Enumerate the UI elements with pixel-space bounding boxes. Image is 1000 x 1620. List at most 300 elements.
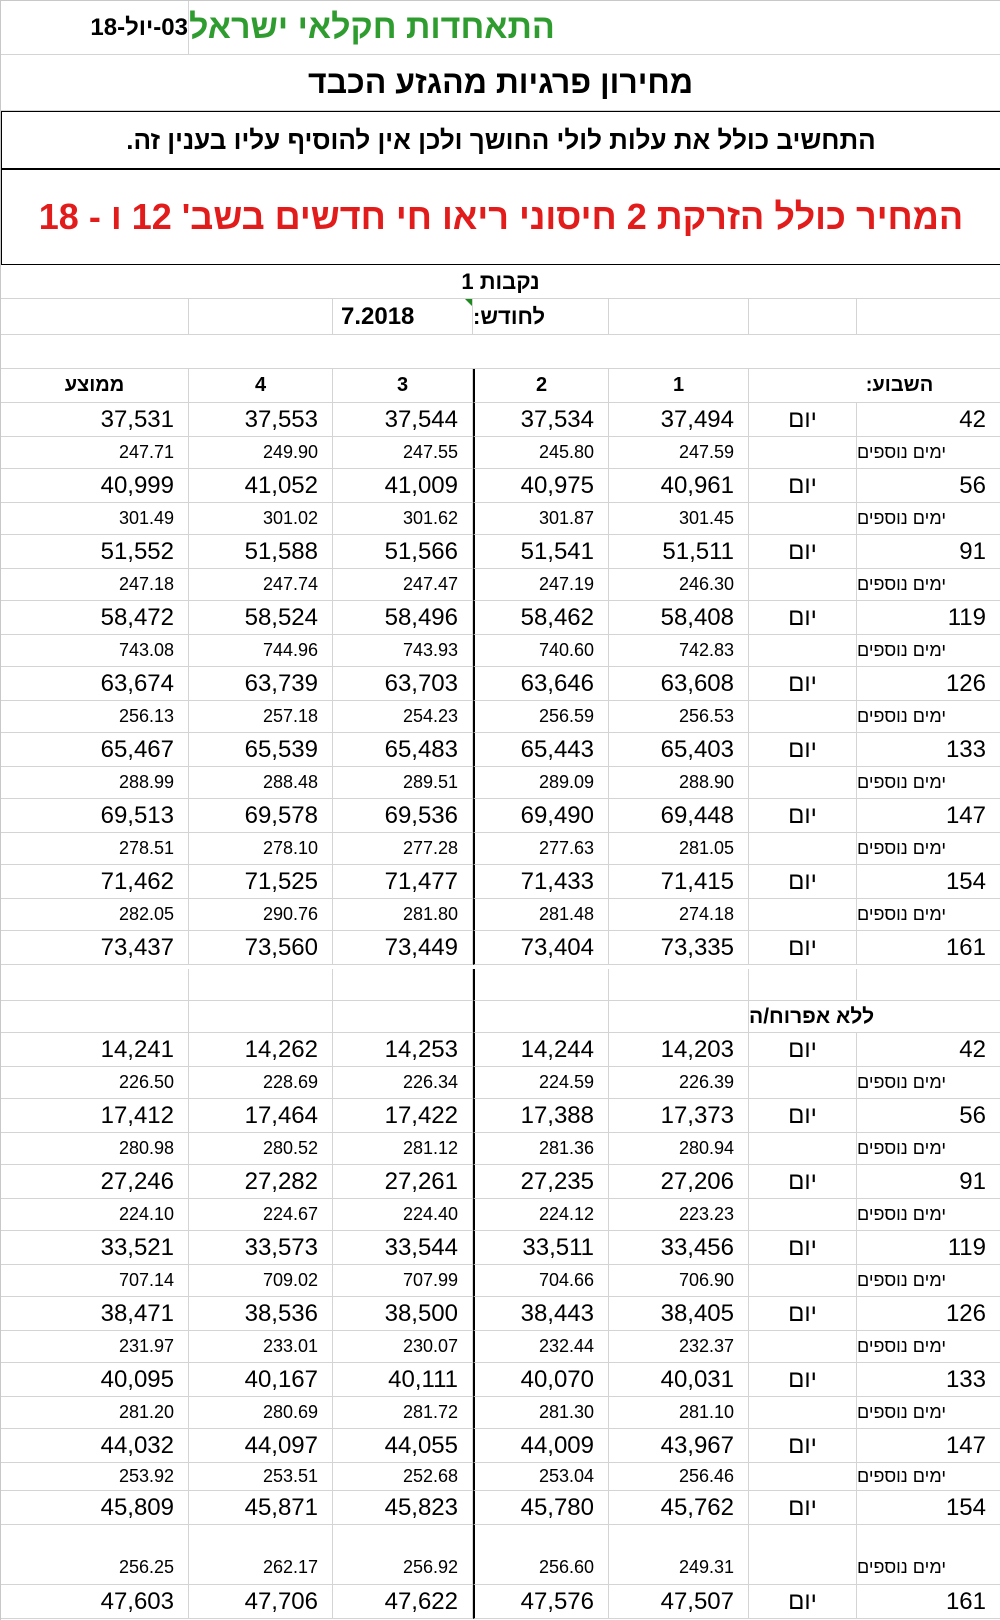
age-cell[interactable]: 154	[857, 865, 1000, 899]
age-cell[interactable]: 119	[857, 1231, 1000, 1265]
extra-cell-week-2[interactable]: 281.30	[473, 1397, 609, 1429]
extra-cell-avg[interactable]: 253.92	[1, 1463, 189, 1491]
extra-cell-week-2[interactable]: 253.04	[473, 1463, 609, 1491]
extra-days-label: ימים נוספים	[857, 1397, 1000, 1429]
value-cell-week-1[interactable]: 37,494	[609, 403, 749, 437]
blank-row	[1, 335, 1000, 369]
pricelist-title: מחירון פרגיות מהגזע הכבד	[1, 55, 1000, 111]
day-label: יום	[749, 1033, 857, 1067]
month-value[interactable]: 7.2018	[333, 299, 473, 335]
age-cell[interactable]: 42	[857, 1033, 1000, 1067]
extra-cell-week-2[interactable]: 281.48	[473, 899, 609, 931]
value-cell-week-1[interactable]: 45,762	[609, 1491, 749, 1525]
extra-days-label: ימים נוספים	[857, 1067, 1000, 1099]
value-cell-week-3[interactable]: 41,009	[333, 469, 473, 503]
extra-cell-week-1[interactable]: 246.30	[609, 569, 749, 601]
value-cell-week-4[interactable]: 41,052	[189, 469, 333, 503]
col-avg: ממוצע	[1, 369, 189, 403]
extra-cell-week-4[interactable]: 247.74	[189, 569, 333, 601]
value-cell-week-3[interactable]: 44,055	[333, 1429, 473, 1463]
extra-cell-week-1[interactable]: 226.39	[609, 1067, 749, 1099]
table-row-extra	[1, 1463, 1000, 1491]
extra-cell-week-1[interactable]: 223.23	[609, 1199, 749, 1231]
extra-cell-avg[interactable]: 707.14	[1, 1265, 189, 1297]
table-row	[1, 733, 1000, 767]
extra-cell-week-3[interactable]: 230.07	[333, 1331, 473, 1363]
note-row	[1, 111, 1000, 169]
table-row	[1, 1099, 1000, 1133]
value-cell-week-1[interactable]: 47,507	[609, 1585, 749, 1619]
value-cell-week-1[interactable]: 38,405	[609, 1297, 749, 1331]
red-note-row	[1, 169, 1000, 265]
table-row	[1, 1231, 1000, 1265]
value-cell-week-4[interactable]: 71,525	[189, 865, 333, 899]
table-row	[1, 1429, 1000, 1463]
value-cell-avg[interactable]: 27,246	[1, 1165, 189, 1199]
age-cell[interactable]: 154	[857, 1491, 1000, 1525]
table-row	[1, 1033, 1000, 1067]
extra-cell-week-2[interactable]: 256.59	[473, 701, 609, 733]
extra-cell-avg[interactable]: 256.13	[1, 701, 189, 733]
extra-cell-week-2[interactable]: 281.36	[473, 1133, 609, 1165]
extra-cell-avg[interactable]: 281.20	[1, 1397, 189, 1429]
value-cell-avg[interactable]: 14,241	[1, 1033, 189, 1067]
section2-title: ללא אפרוח/ה	[749, 1001, 1000, 1033]
value-cell-week-3[interactable]: 45,823	[333, 1491, 473, 1525]
value-cell-week-1[interactable]: 43,967	[609, 1429, 749, 1463]
value-cell-week-2[interactable]: 69,490	[473, 799, 609, 833]
col-week-4: 4	[189, 369, 333, 403]
value-cell-week-4[interactable]: 44,097	[189, 1429, 333, 1463]
table-row-extra	[1, 437, 1000, 469]
value-cell-week-4[interactable]: 65,539	[189, 733, 333, 767]
value-cell-week-4[interactable]: 69,578	[189, 799, 333, 833]
value-cell-week-2[interactable]: 40,070	[473, 1363, 609, 1397]
value-cell-week-1[interactable]: 73,335	[609, 931, 749, 965]
value-cell-avg[interactable]: 40,095	[1, 1363, 189, 1397]
value-cell-week-1[interactable]: 71,415	[609, 865, 749, 899]
extra-cell-avg[interactable]: 282.05	[1, 899, 189, 931]
extra-cell-week-2[interactable]: 301.87	[473, 503, 609, 535]
value-cell-avg[interactable]: 58,472	[1, 601, 189, 635]
day-label: יום	[749, 403, 857, 437]
extra-cell-week-4[interactable]: 280.69	[189, 1397, 333, 1429]
value-cell-week-2[interactable]: 27,235	[473, 1165, 609, 1199]
extra-cell-avg[interactable]: 226.50	[1, 1067, 189, 1099]
extra-cell-avg[interactable]: 256.25	[1, 1525, 189, 1585]
extra-cell-week-2[interactable]: 232.44	[473, 1331, 609, 1363]
value-cell-week-3[interactable]: 63,703	[333, 667, 473, 701]
extra-cell-week-1[interactable]: 274.18	[609, 899, 749, 931]
extra-cell-week-3[interactable]: 289.51	[333, 767, 473, 799]
day-label: יום	[749, 799, 857, 833]
extra-days-label: ימים נוספים	[857, 1525, 1000, 1585]
value-cell-week-2[interactable]: 14,244	[473, 1033, 609, 1067]
column-header-row	[1, 369, 1000, 403]
value-cell-week-1[interactable]: 33,456	[609, 1231, 749, 1265]
extra-cell-week-3[interactable]: 226.34	[333, 1067, 473, 1099]
extra-cell-week-1[interactable]: 249.31	[609, 1525, 749, 1585]
value-cell-week-4[interactable]: 17,464	[189, 1099, 333, 1133]
extra-days-label: ימים נוספים	[857, 1463, 1000, 1491]
age-cell[interactable]: 126	[857, 1297, 1000, 1331]
value-cell-avg[interactable]: 65,467	[1, 733, 189, 767]
empty-cell[interactable]	[749, 1133, 857, 1165]
value-cell-avg[interactable]: 40,999	[1, 469, 189, 503]
empty-cell[interactable]	[749, 1331, 857, 1363]
table-row-extra	[1, 701, 1000, 733]
age-cell[interactable]: 161	[857, 1585, 1000, 1619]
empty-cell[interactable]	[749, 1265, 857, 1297]
extra-cell-week-1[interactable]: 256.46	[609, 1463, 749, 1491]
value-cell-week-2[interactable]: 37,534	[473, 403, 609, 437]
extra-cell-week-4[interactable]: 278.10	[189, 833, 333, 865]
table-row	[1, 865, 1000, 899]
empty-cell[interactable]	[749, 1199, 857, 1231]
value-cell-avg[interactable]: 37,531	[1, 403, 189, 437]
table-row-extra	[1, 767, 1000, 799]
value-cell-week-4[interactable]: 14,262	[189, 1033, 333, 1067]
table-row	[1, 931, 1000, 965]
age-cell[interactable]: 91	[857, 535, 1000, 569]
day-label: יום	[749, 535, 857, 569]
table-row	[1, 535, 1000, 569]
extra-cell-week-4[interactable]: 744.96	[189, 635, 333, 667]
empty-cell[interactable]	[473, 1001, 609, 1033]
extra-cell-week-3[interactable]: 743.93	[333, 635, 473, 667]
extra-cell-week-2[interactable]: 289.09	[473, 767, 609, 799]
empty-cell[interactable]	[857, 299, 1000, 335]
empty-cell[interactable]	[189, 969, 333, 1001]
empty-cell[interactable]	[749, 701, 857, 733]
value-cell-avg[interactable]: 73,437	[1, 931, 189, 965]
extra-cell-week-3[interactable]: 247.55	[333, 437, 473, 469]
empty-cell[interactable]	[333, 969, 473, 1001]
value-cell-week-2[interactable]: 45,780	[473, 1491, 609, 1525]
empty-cell[interactable]	[1, 335, 1000, 369]
value-cell-week-4[interactable]: 38,536	[189, 1297, 333, 1331]
blank-row	[1, 969, 1000, 1001]
extra-days-label: ימים נוספים	[857, 701, 1000, 733]
value-cell-week-4[interactable]: 73,560	[189, 931, 333, 965]
value-cell-week-2[interactable]: 33,511	[473, 1231, 609, 1265]
value-cell-week-1[interactable]: 40,031	[609, 1363, 749, 1397]
age-cell[interactable]: 119	[857, 601, 1000, 635]
month-label: לחודש:	[473, 299, 609, 335]
extra-cell-week-1[interactable]: 706.90	[609, 1265, 749, 1297]
empty-cell[interactable]	[749, 767, 857, 799]
extra-cell-week-1[interactable]: 247.59	[609, 437, 749, 469]
empty-cell[interactable]	[189, 299, 333, 335]
value-cell-week-2[interactable]: 40,975	[473, 469, 609, 503]
value-cell-week-3[interactable]: 38,500	[333, 1297, 473, 1331]
value-cell-week-1[interactable]: 58,408	[609, 601, 749, 635]
extra-days-label: ימים נוספים	[857, 503, 1000, 535]
age-cell[interactable]: 147	[857, 799, 1000, 833]
table-row-extra	[1, 1525, 1000, 1585]
day-label: יום	[749, 601, 857, 635]
table-row-extra	[1, 1265, 1000, 1297]
value-cell-week-4[interactable]: 37,553	[189, 403, 333, 437]
value-cell-week-2[interactable]: 17,388	[473, 1099, 609, 1133]
extra-cell-week-3[interactable]: 281.12	[333, 1133, 473, 1165]
extra-days-label: ימים נוספים	[857, 437, 1000, 469]
day-label: יום	[749, 1297, 857, 1331]
extra-cell-week-4[interactable]: 228.69	[189, 1067, 333, 1099]
value-cell-week-2[interactable]: 71,433	[473, 865, 609, 899]
value-cell-week-1[interactable]: 63,608	[609, 667, 749, 701]
value-cell-avg[interactable]: 63,674	[1, 667, 189, 701]
empty-cell[interactable]	[1, 299, 189, 335]
table-row	[1, 1491, 1000, 1525]
org-title: התאחדות חקלאי ישראל	[189, 1, 1000, 55]
value-cell-week-1[interactable]: 14,203	[609, 1033, 749, 1067]
value-cell-week-4[interactable]: 33,573	[189, 1231, 333, 1265]
value-cell-week-4[interactable]: 45,871	[189, 1491, 333, 1525]
empty-cell[interactable]	[749, 299, 857, 335]
value-cell-avg[interactable]: 44,032	[1, 1429, 189, 1463]
value-cell-week-3[interactable]: 71,477	[333, 865, 473, 899]
extra-cell-week-2[interactable]: 247.19	[473, 569, 609, 601]
extra-cell-week-2[interactable]: 256.60	[473, 1525, 609, 1585]
empty-cell[interactable]	[1, 1001, 189, 1033]
age-cell[interactable]: 133	[857, 1363, 1000, 1397]
value-cell-week-2[interactable]: 47,576	[473, 1585, 609, 1619]
value-cell-avg[interactable]: 33,521	[1, 1231, 189, 1265]
value-cell-week-4[interactable]: 40,167	[189, 1363, 333, 1397]
extra-days-label: ימים נוספים	[857, 635, 1000, 667]
empty-cell[interactable]	[749, 569, 857, 601]
value-cell-week-1[interactable]: 40,961	[609, 469, 749, 503]
value-cell-week-3[interactable]: 47,622	[333, 1585, 473, 1619]
day-label: יום	[749, 1585, 857, 1619]
table-row	[1, 1585, 1000, 1619]
extra-cell-week-4[interactable]: 290.76	[189, 899, 333, 931]
table-row-extra	[1, 635, 1000, 667]
empty-cell[interactable]	[1, 969, 189, 1001]
value-cell-week-4[interactable]: 58,524	[189, 601, 333, 635]
extra-cell-week-2[interactable]: 245.80	[473, 437, 609, 469]
value-cell-week-4[interactable]: 27,282	[189, 1165, 333, 1199]
day-label: יום	[749, 1165, 857, 1199]
day-label: יום	[749, 1491, 857, 1525]
month-row	[1, 299, 1000, 335]
empty-cell[interactable]	[749, 833, 857, 865]
extra-cell-avg[interactable]: 743.08	[1, 635, 189, 667]
age-cell[interactable]: 147	[857, 1429, 1000, 1463]
value-cell-week-1[interactable]: 51,511	[609, 535, 749, 569]
extra-cell-week-3[interactable]: 281.72	[333, 1397, 473, 1429]
table-row-extra	[1, 1199, 1000, 1231]
empty-cell[interactable]	[473, 969, 609, 1001]
extra-days-label: ימים נוספים	[857, 1133, 1000, 1165]
extra-cell-week-2[interactable]: 704.66	[473, 1265, 609, 1297]
extra-cell-week-4[interactable]: 224.67	[189, 1199, 333, 1231]
value-cell-avg[interactable]: 71,462	[1, 865, 189, 899]
value-cell-avg[interactable]: 38,471	[1, 1297, 189, 1331]
extra-cell-week-3[interactable]: 247.47	[333, 569, 473, 601]
day-label: יום	[749, 1099, 857, 1133]
extra-cell-week-1[interactable]: 280.94	[609, 1133, 749, 1165]
day-label: יום	[749, 865, 857, 899]
col-week-3: 3	[333, 369, 473, 403]
extra-cell-week-4[interactable]: 257.18	[189, 701, 333, 733]
value-cell-week-3[interactable]: 33,544	[333, 1231, 473, 1265]
extra-cell-week-3[interactable]: 301.62	[333, 503, 473, 535]
value-cell-week-3[interactable]: 17,422	[333, 1099, 473, 1133]
value-cell-week-3[interactable]: 37,544	[333, 403, 473, 437]
age-cell[interactable]: 91	[857, 1165, 1000, 1199]
section2-title-row	[1, 1001, 1000, 1033]
table-row-extra	[1, 1397, 1000, 1429]
extra-cell-avg[interactable]: 288.99	[1, 767, 189, 799]
extra-cell-week-3[interactable]: 224.40	[333, 1199, 473, 1231]
value-cell-week-1[interactable]: 65,403	[609, 733, 749, 767]
extra-cell-week-3[interactable]: 281.80	[333, 899, 473, 931]
value-cell-week-3[interactable]: 14,253	[333, 1033, 473, 1067]
age-cell[interactable]: 161	[857, 931, 1000, 965]
extra-cell-week-2[interactable]: 740.60	[473, 635, 609, 667]
age-cell[interactable]: 126	[857, 667, 1000, 701]
date-cell[interactable]: 03-יול-18	[1, 1, 189, 55]
extra-cell-week-1[interactable]: 281.10	[609, 1397, 749, 1429]
table-row	[1, 799, 1000, 833]
day-label: יום	[749, 1231, 857, 1265]
extra-days-label: ימים נוספים	[857, 1331, 1000, 1363]
extra-cell-avg[interactable]: 224.10	[1, 1199, 189, 1231]
extra-cell-week-1[interactable]: 301.45	[609, 503, 749, 535]
empty-cell[interactable]	[749, 1463, 857, 1491]
value-cell-week-2[interactable]: 51,541	[473, 535, 609, 569]
col-week-1: 1	[609, 369, 749, 403]
value-cell-avg[interactable]: 45,809	[1, 1491, 189, 1525]
empty-cell[interactable]	[749, 635, 857, 667]
extra-cell-avg[interactable]: 231.97	[1, 1331, 189, 1363]
subtitle-row	[1, 265, 1000, 299]
value-cell-week-3[interactable]: 65,483	[333, 733, 473, 767]
extra-cell-avg[interactable]: 247.18	[1, 569, 189, 601]
extra-cell-week-1[interactable]: 232.37	[609, 1331, 749, 1363]
extra-cell-week-4[interactable]: 709.02	[189, 1265, 333, 1297]
table-row	[1, 403, 1000, 437]
table-row	[1, 601, 1000, 635]
table-row-extra	[1, 569, 1000, 601]
table-row-extra	[1, 1133, 1000, 1165]
extra-cell-week-1[interactable]: 256.53	[609, 701, 749, 733]
empty-cell[interactable]	[609, 1001, 749, 1033]
extra-cell-week-1[interactable]: 281.05	[609, 833, 749, 865]
extra-cell-week-4[interactable]: 301.02	[189, 503, 333, 535]
age-cell[interactable]: 42	[857, 403, 1000, 437]
extra-cell-week-2[interactable]: 224.12	[473, 1199, 609, 1231]
extra-cell-week-3[interactable]: 254.23	[333, 701, 473, 733]
table-row	[1, 1297, 1000, 1331]
empty-cell[interactable]	[333, 1001, 473, 1033]
value-cell-week-3[interactable]: 51,566	[333, 535, 473, 569]
extra-cell-week-1[interactable]: 742.83	[609, 635, 749, 667]
value-cell-week-2[interactable]: 44,009	[473, 1429, 609, 1463]
extra-cell-avg[interactable]: 278.51	[1, 833, 189, 865]
value-cell-week-1[interactable]: 69,448	[609, 799, 749, 833]
extra-cell-week-3[interactable]: 707.99	[333, 1265, 473, 1297]
extra-cell-week-2[interactable]: 277.63	[473, 833, 609, 865]
extra-cell-avg[interactable]: 280.98	[1, 1133, 189, 1165]
value-cell-week-3[interactable]: 73,449	[333, 931, 473, 965]
extra-cell-week-4[interactable]: 249.90	[189, 437, 333, 469]
extra-cell-week-4[interactable]: 253.51	[189, 1463, 333, 1491]
value-cell-week-2[interactable]: 73,404	[473, 931, 609, 965]
table-row-extra	[1, 899, 1000, 931]
extra-cell-week-3[interactable]: 252.68	[333, 1463, 473, 1491]
pricelist-title-row	[1, 55, 1000, 111]
value-cell-avg[interactable]: 51,552	[1, 535, 189, 569]
extra-cell-week-4[interactable]: 288.48	[189, 767, 333, 799]
empty-cell[interactable]	[749, 1397, 857, 1429]
empty-cell[interactable]	[857, 969, 1000, 1001]
table-row	[1, 1363, 1000, 1397]
value-cell-week-4[interactable]: 47,706	[189, 1585, 333, 1619]
cost-note: התחשיב כולל את עלות לולי החושך ולכן אין להוסיף עליו בענין זה.	[126, 124, 876, 155]
age-cell[interactable]: 56	[857, 469, 1000, 503]
empty-cell[interactable]	[749, 503, 857, 535]
value-cell-week-2[interactable]: 63,646	[473, 667, 609, 701]
value-cell-week-2[interactable]: 65,443	[473, 733, 609, 767]
value-cell-avg[interactable]: 47,603	[1, 1585, 189, 1619]
empty-cell[interactable]	[749, 1525, 857, 1585]
value-cell-week-4[interactable]: 51,588	[189, 535, 333, 569]
extra-cell-week-3[interactable]: 256.92	[333, 1525, 473, 1585]
extra-days-label: ימים נוספים	[857, 1199, 1000, 1231]
extra-cell-week-2[interactable]: 224.59	[473, 1067, 609, 1099]
value-cell-avg[interactable]: 17,412	[1, 1099, 189, 1133]
value-cell-week-3[interactable]: 40,111	[333, 1363, 473, 1397]
day-label: יום	[749, 667, 857, 701]
extra-days-label: ימים נוספים	[857, 833, 1000, 865]
title-row	[1, 1, 1000, 55]
extra-cell-avg[interactable]: 247.71	[1, 437, 189, 469]
extra-cell-week-4[interactable]: 262.17	[189, 1525, 333, 1585]
extra-cell-avg[interactable]: 301.49	[1, 503, 189, 535]
table-row-extra	[1, 833, 1000, 865]
value-cell-week-4[interactable]: 63,739	[189, 667, 333, 701]
extra-days-label: ימים נוספים	[857, 1265, 1000, 1297]
table-row	[1, 667, 1000, 701]
value-cell-week-3[interactable]: 27,261	[333, 1165, 473, 1199]
empty-cell[interactable]	[749, 899, 857, 931]
value-cell-week-3[interactable]: 58,496	[333, 601, 473, 635]
empty-cell[interactable]	[749, 969, 857, 1001]
extra-cell-week-1[interactable]: 288.90	[609, 767, 749, 799]
age-cell[interactable]: 56	[857, 1099, 1000, 1133]
extra-cell-week-4[interactable]: 233.01	[189, 1331, 333, 1363]
extra-cell-week-4[interactable]: 280.52	[189, 1133, 333, 1165]
extra-cell-week-3[interactable]: 277.28	[333, 833, 473, 865]
age-cell[interactable]: 133	[857, 733, 1000, 767]
empty-cell[interactable]	[609, 969, 749, 1001]
value-cell-avg[interactable]: 69,513	[1, 799, 189, 833]
value-cell-week-1[interactable]: 27,206	[609, 1165, 749, 1199]
day-label: יום	[749, 1429, 857, 1463]
empty-cell[interactable]	[749, 437, 857, 469]
empty-cell[interactable]	[749, 1067, 857, 1099]
empty-cell[interactable]	[189, 1001, 333, 1033]
value-cell-week-2[interactable]: 58,462	[473, 601, 609, 635]
empty-cell[interactable]	[609, 299, 749, 335]
value-cell-week-3[interactable]: 69,536	[333, 799, 473, 833]
table-row	[1, 469, 1000, 503]
value-cell-week-1[interactable]: 17,373	[609, 1099, 749, 1133]
value-cell-week-2[interactable]: 38,443	[473, 1297, 609, 1331]
